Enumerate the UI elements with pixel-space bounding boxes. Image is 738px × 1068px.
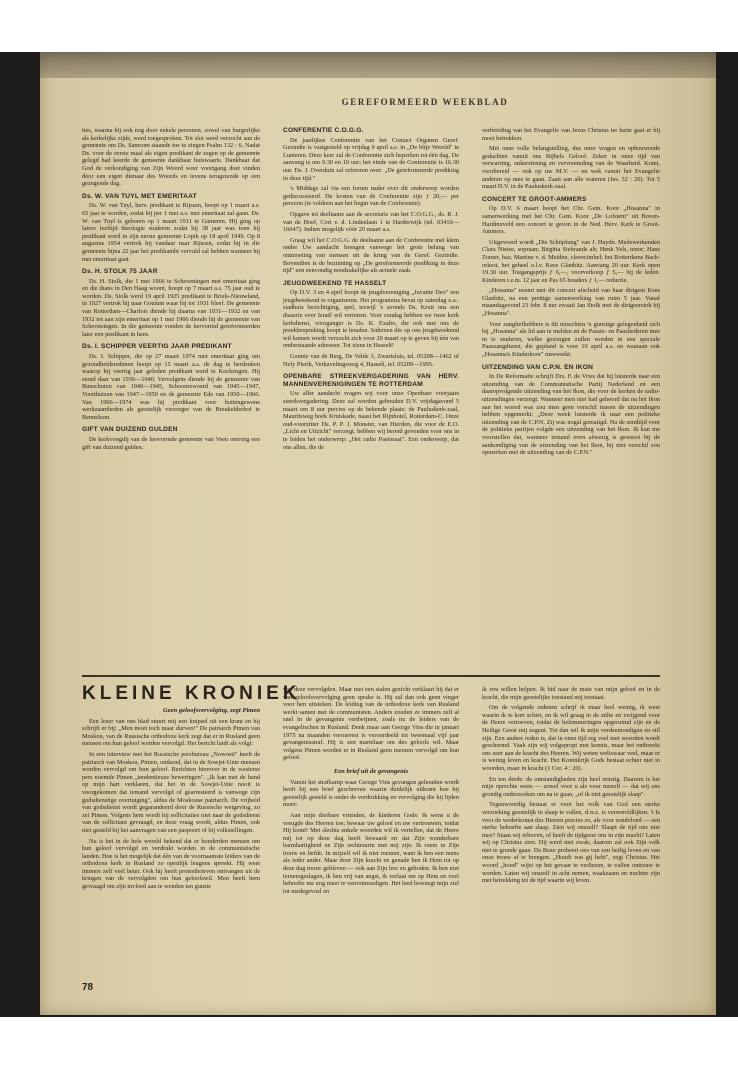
paragraph: Nu is het in de hele wereld bekend dat er honderden mensen om hun geloof vervolgd en verdrukt worden in de communistische landen. Hoe is het mogelijk dat één van de voornaamste leiders van de orthodoxe kerk in Rusland zo openlijk leugens spreekt. Hij weet immers zelf veel beter. Ook hij heeft protestbrieven ontvangen uit de kringen van de vervolgden om hun geloofswil. Men heeft hem gevraagd om zijn invloed aan te wenden ten gunste [82, 837, 260, 891]
article-heading: GIFT VAN DUIZEND GULDEN [82, 426, 178, 434]
column-3 [482, 127, 660, 667]
paragraph: Op D.V. 6 maart hoopt het Chr. Gem. Koor „Hosanna" in samenwerking met het Chr. Gem. Koor „De Lofstem" uit Boven-Hardinxveld een concert te geven in de Ned. Herv. Kerk te Groot-Ammers. [482, 205, 660, 236]
paragraph: Opgave tot deelname aan de secretaris van het C.O.G.G., ds. R. J. van de Hoef, Cort v. d. Lindenlaan 1 te Harderwijk (tel. 03410—16047). Indien mogelijk vóór 20 maart a.s. [283, 210, 459, 234]
paragraph: De kerkvoogdij van de hervormde gemeente van Veen ontving een gift van duizend gulden. [82, 435, 260, 451]
paragraph: ik zou willen helpen. Ik bid naar de mate van mijn geloof en in de kracht, die mijn geestelijke toestand mij toestaat. [482, 686, 660, 701]
kroniek-column-1 [82, 707, 260, 977]
paragraph: Met onze volle belangstelling, dus onze vragen en opbouwende gedachten vanuit ons Bijbels Geloof. Zeker in onze tijd van verwarring, onkerstening en vervreemding van de Waarheid. Komt, voorbereid — ook op uw M.V. — en wek vanuit het Evangelie anderen op mee te gaan. Zaait aan alle wateren (Jes. 32 : 20). Tot 5 maart D.V. in de Pauluskerk-zaal. [482, 145, 660, 191]
paragraph: Aan mijn dierbare vrienden, de kinderen Gods: Ik wens u de vreugde des Heeren toe; bewaar uw geloof en uw vertrouwen, totdat Hij komt! Met slechts enkele woorden wil ik vertellen, dat de Heere mij tot op deze dag heeft bewaard en dat Zijn wonderbare barmhartigheid en Zijn rechterarm met mij zijn. Ik roem in Zijn trouw en liefde. In mijzelf wil ik niet roemen, want ik ben een mens als ieder ander. Maar door Zijn kracht en genade ben ik Hem tot op deze dag trouw gebleven — ook aan Zijn leer en geboden. Ik ben niet terneergeslagen, ik ben vrij van angst, ik verlaat me op Hem en voel behoefte me nog meer te verootmoedigen. Het leed beweegt mijn ziel tot medegevoel en [283, 811, 459, 895]
column-1 [82, 127, 260, 667]
paragraph: De jaarlijkse Conferentie van het Contact Organen Geref. Gezindte is vastgesteld op vrijdag 9 april a.s. in „De blije Wereld" te Lunteren. Deze keer zal de Conferentie zich beperken tot één dag. De aanvang is om 9.30 en 10 uur; het einde van de Conferentie is 16.30 uur. Ds. J. Overduin zal refereren over: „De gereformeerde prediking in deze tijd." [283, 136, 459, 182]
paragraph: Een lezer van ons blad stuurt mij een knipsel uit een krant en hij schrijft er bij: „Men moet toch maar durven!" De patriarch Pimen van Moskou, van de Russische orthodoxe kerk zegt dat er in Rusland geen mensen om hun geloof worden vervolgd. Het bericht luidt als volgt: [82, 717, 260, 748]
section-title: KLEINE KRONIEK [82, 683, 301, 704]
section-divider [82, 675, 660, 677]
subheading: Een brief uit de gevangenis [333, 767, 409, 775]
article-heading: OPENBARE STREEKVERGADERING VAN HERV. MANNENVERENIGINGEN TE ROTTERDAM [283, 373, 459, 388]
article-heading: CONCERT TE GROOT-AMMERS [482, 195, 587, 203]
paragraph: Uw aller aandacht vragen wij voor onze Openbare voorjaars streekvergadering. Deze zal worden gehouden D.V. vrijdagavond 5 maart om 8 uur precies op de bekende plaats: de Pauluskerk-zaal, Mauritsweg hoek Kruiskade, naast het Rijnhotel, Rotterdam-C. Onze oud-voorzitter Ds. P. P. J. Monster, van Hierden, die voor de E.O. „Licht en Uitzicht" verzorgt, hebben wij bereid gevonden voor ons in te leiden het onderwerp: „Het radio Pastoraat". Een onderwerp, dat ons allen, die de [283, 390, 459, 451]
page-number: 78 [82, 982, 94, 993]
page-top-shadow [40, 52, 716, 78]
article-heading: CONFERENTIE C.O.G.G. [283, 127, 364, 134]
column-2 [283, 127, 459, 667]
article-heading: JEUGDWEEKEND TE HASSELT [283, 279, 387, 287]
kroniek-column-2 [283, 686, 459, 977]
paragraph: Om de volgende redenen schrijf ik maar heel weinig, ik weet waarin ik te kort schiet, en ik wil graag in de stilte en zwijgend voor de Heere vertoeven, totdat de belemmeringen opgeruimd zijn en de Heilige Geest mij zegent. Tot dan wil ik mijn verdeemoedigen en stil zijn. Een andere reden is, dat in onze tijd erg veel met woorden wordt geschermd. Vaak zijn wij volgepropt met kennis, maar het ontbreekt ons zeer aan de kracht des Heeren. Wij weten weliswaar veel, maar er is weinig leven en kracht. Het Koninkrijk Gods bestaat echter niet in woorden, maar in kracht (1 Cor. 4 : 20). [482, 704, 660, 772]
article-heading: Ds. W. VAN TUYL MET EMERITAAT [82, 192, 197, 200]
paragraph: Op D.V. 3 en 4 april hoopt de jeugdvereniging „Juvante Deo" een jeugdweekend te organiseren. Het programma bevat op zaterdag o.a.: stadhuis bezichtiging, spel, terwijl 's avonds Ds. Kruit ons een diaserie over Israël wil vertonen. Voor zondag hebben we twee kerk kerkdienst, voorganger is Ds. K. Exalto, die ook met ons de preekbespreking hoopt te houden. Iedereen die op ons jeugdweekend wil komen wordt verzocht zich voor 20 maart op te geven bij één van onderstaande adressen. Tot ziens in Hasselt! [283, 289, 459, 350]
paragraph: Graag wil het C.O.G.G. de deelname aan de Conferentie met klem onder Uw aandacht brengen vanwege het grote belang van ontmoeting van mensen uit de kring van de Geref. Gezindte. Bovendien is de bezinning op „De gereformeerde prediking in deze tijd" een eenvoudig noodzakelijke als actuele zaak. [283, 236, 459, 275]
subheading: Geen geloofsvervolging, zegt Pimen [162, 707, 260, 714]
paragraph: Voor zangliefhebbers is dit misschien 'n gunstige gelegenheid zich bij „Hosanna" als lid aan te melden en de Passie- en Paasliederen mee in te studeren, welke gezongen zullen worden in een speciale Paaszangdienst, die gepland is voor 10 april a.s. en waaraan ook „Hosanna's Kinderkoor" meewerkt. [482, 320, 660, 359]
article-heading: UITZENDING VAN C.P.N. EN IKON [482, 363, 594, 371]
paragraph: Gonnie van de Berg, De Velde 3, Zwartsluis, tel. 05208—1462 of Nely Pierik, Verkavelingsweg 4, Hasselt, tel. 05209—1995. [283, 353, 459, 368]
paragraph: Vanuit het strafkamp waar George Vins gevangen gehouden wordt heeft hij een brief geschreven waarin duidelijk uitkomt hoe hij geestelijk gesteld is onder de verdrukking en vervolging die hij lijden moet: [283, 778, 459, 809]
paragraph: En ten derde: de omstandigheden zijn heel ernstig. Daarom is het mijn oprechte wens — zowel voor u als voor mezelf — dat wij ons grondig onderzoeken om na te gaan, „of ik niet geestelijk slaap". [482, 775, 660, 798]
paragraph: 's Middags zal via een forum nader over dit onderwerp worden gediscussieerd. De kosten van de Conferentie zijn ƒ 20,— per persoon (te voldoen aan het begin van de Conferentie). [283, 185, 459, 208]
paragraph: Ds. H. Stolk, die 1 mei 1966 te Scheveningen met emeritaat ging en die thans in Den Haag woont, hoopt op 7 maart a.s. 75 jaar oud te worden. Ds. Stolk werd 19 april 1925 predikant te Briels-Nieuwland, in 1927 vertrok hij naar Goutum waar hij tot 1931 bleef. De gemeente van Rotterdam—Charlois diende hij daarna van 1931—1932 en van 1932 tot aan zijn emeritaat op 1 mei 1966 diende hij de gemeente van Scheveningen. In die gemeente vonden de hervormd gereformeerden later een predikant in hem. [82, 277, 260, 338]
article-heading: Ds. H. STOLK 75 JAAR [82, 268, 158, 276]
paragraph: van deze vervolgden. Maar met een stalen gezicht verklaart hij dat er van geloofsvervolging geen sprake is. Hij zal dan ook geen vinger voor hen uitsteken. De leiding van de orthodoxe kerk van Rusland werkt samen met de communisten. Anders zouden ze immers zelf al snel in de gevangenis verdwijnen, zoals nu de leiders van de evangelischen in Rusland. Denk maar aan George Vins die in januari 1975 na maanden voorarrest is veroordeeld tot tweemaal vijf jaar gevangenisstraf. Hij is een martelaar om des geloofs wil. Maar volgens Pimen worden er in Rusland geen mensen vervolgd om hun geloof. [283, 686, 459, 762]
paragraph: Ds. I. Schipper, die op 27 maart 1974 met emeritaat ging om gezondheidsredenen hoopt op 15 maart a.s. de dag te herdenken waarop hij veertig jaar geleden predikant werd te Kockengen. Hij stond daar van 1936—1940. Vervolgens diende hij de gemeente van Bunschoten van 1940—1945, Schoonrewoerd van 1945—1947, Voorthuizen van 1947—1950 en de gemeente Ede van 1950—1966. Van 1966—1974 was hij predikant voor buitengewone werkzaamheden als geestelijk verzorger van de Breukelderhof te Bennekom. [82, 353, 260, 421]
kroniek-column-3 [482, 686, 660, 977]
paragraph: In een interview met het Russische persbureau „Nowosti" heeft de patriarch van Moskou, Pimen, ontkend, dat in de Sowjet-Unie mensen worden vervolgd om hun geloof. Berichten hierover in de westerse pers noemde Pimen „tendentieuze beweringen". „Ik kan met de hand op mijn hart verklaren, dat het in de Sowjet-Unie nooit is voorgekomen dat iemand vervolgd of gearresteerd is vanwege zijn godsdienstige overtuiging", aldus de Moskouse patriarch. De vrijheid van godsdienst wordt gegarandeerd door de Russische wetgeving, zo zei Pimen. Volgens hem wordt bij sollicitaties niet naar de godsdienst van de sollicitant gevraagd, en deze vraag wordt, aldus Pimen, ook niet gesteld bij het aanvragen van een paspoort of bij volkstellingen. [82, 750, 260, 834]
paragraph: Tegenwoordig bestaat er voor het volk van God een sterke verzoeking geestelijk in slaap te vallen, d.w.z. is verwereldlijken. 't Is voor de wederkomst des Heeren precies zo, als voor zondvloed — een sterke behoefte aan slaap. Zien wij onszelf? Slaapt de tijd ons niet mee? Staan wij erboven, of heeft de tijdgeest ons in zijn macht? Laten wij op Christus zien. Hij werd niet zwak; daarom zal ook Zijn volk niet te gronde gaan. De Boze probeert ons van een heilig leven en van onze trouw af te brengen. „Houdt wat gij hebt", zegt Christus. Het woord „houd" wijst op het gevaar te verliezen, te vallen ontrouw te worden. Laten wij onszelf in acht nemen, waakzaam en nuchter zijn met betrekking tot de tijd waarin wij leven. [482, 801, 660, 885]
paragraph: verbreiding van het Evangelie van Jezus Christus ter harte gaat er bij moet betrekken. [482, 127, 660, 142]
paragraph: „Hosanna" neemt met dit concert afscheid van haar dirigent Kees Glanbitz, na een prettige samenwerking van ruim 5 jaar. Vanaf maandagavond 23 febr. 8 uur zwaait Jan Stolk met de dirigeerstok bij „Hosanna". [482, 287, 660, 318]
paragraph: In De Reformatie schrijft Drs. F. de Vries dat hij luisterde naar een uitzending van de Communistische Partij Nederland en een daaropvolgende uitzending van het Ikon, die voor de kerken de radio-uitzendingen verzorgt. Wanneer men niet had gehoord dat nu het Ikon aan het woord was zou men geen verschil tussen de uitzendingen hebben opgemerkt: „Deze week luisterde ik naar een politieke uitzending van de C.P.N. Zij was nogal gematigd. Na de zendtijd voor de politieke partijen volgde een uitzending van het Ikon. Ik kan me voorstellen dat, wanneer iemand even afwezig is geweest bij de aankondiging van de uitzending van het Ikon, hij niet verschil zou opmerken met de uitzending van de C.P.N." [482, 373, 660, 457]
paragraph: Ds. W. van Tuyl, herv. predikant te Rijssen, hoopt op 1 maart a.s. 65 jaar te worden, zodat hij per 1 mei a.s. met emeritaat zal gaan. Ds. W. van Tuyl is geboren op 1 maart 1911 te Gameren. Hij ging op latere leeftijd theologie studeren zodat hij 38 jaar was toen hij predikant werd in zijn eerste gemeente Lopik op 18 april 1949. Op 8 augustus 1954 vertrok hij vandaar naar Rijssen, zodat hij in die gemeente bijna 22 jaar het predikambt vervuld zal hebben wanneer hij met emeritaat gaat. [82, 202, 260, 263]
article-heading: Ds. I. SCHIPPER VEERTIG JAAR PREDIKANT [82, 343, 232, 351]
paragraph: ties, waarna hij ook nog door enkele personen, zowel van burgerlijke als kerkelijke zijde, werd toegesproken. Tot slot werd verzocht aan de gemeente om Ds. Samsom staande toe te zingen Psalm 132 : 6. Nadat Ds. voor de eerste maal als eigen predikant de zegen op de gemeente gelegd had keerde de gemeente dankbaar huiswaarts. Dankbaar dat God de verkondiging van Zijn Woord weer voortgang doet vinden door een eigen dienaar des Woords en tevens terugziende op een gezegende dag. [82, 127, 260, 188]
running-header: GEREFORMEERD WEEKBLAD [341, 97, 509, 107]
paragraph: Uitgevoerd wordt „Die Schöpfung" van J. Haydn. Medewerkenden Clara Nietse, sopraan; Birgitta Siebrands alt; Henk Vels, tenor; Hans Zomer, bas; Martine v. d. Meiden, clavecimbel; het Rotterdams Bach-orkest, het geheel o.l.v. Kees Glanbitz. Aanvang 20 uur. Kerk open 19.30 uur. Toegangsprijs ƒ 6,—, voorverkoop ƒ 5,— bij de leden. Kinderen t.e.m. 12 jaar en Pas 65 houders ƒ 1,— reductie. [482, 238, 660, 284]
